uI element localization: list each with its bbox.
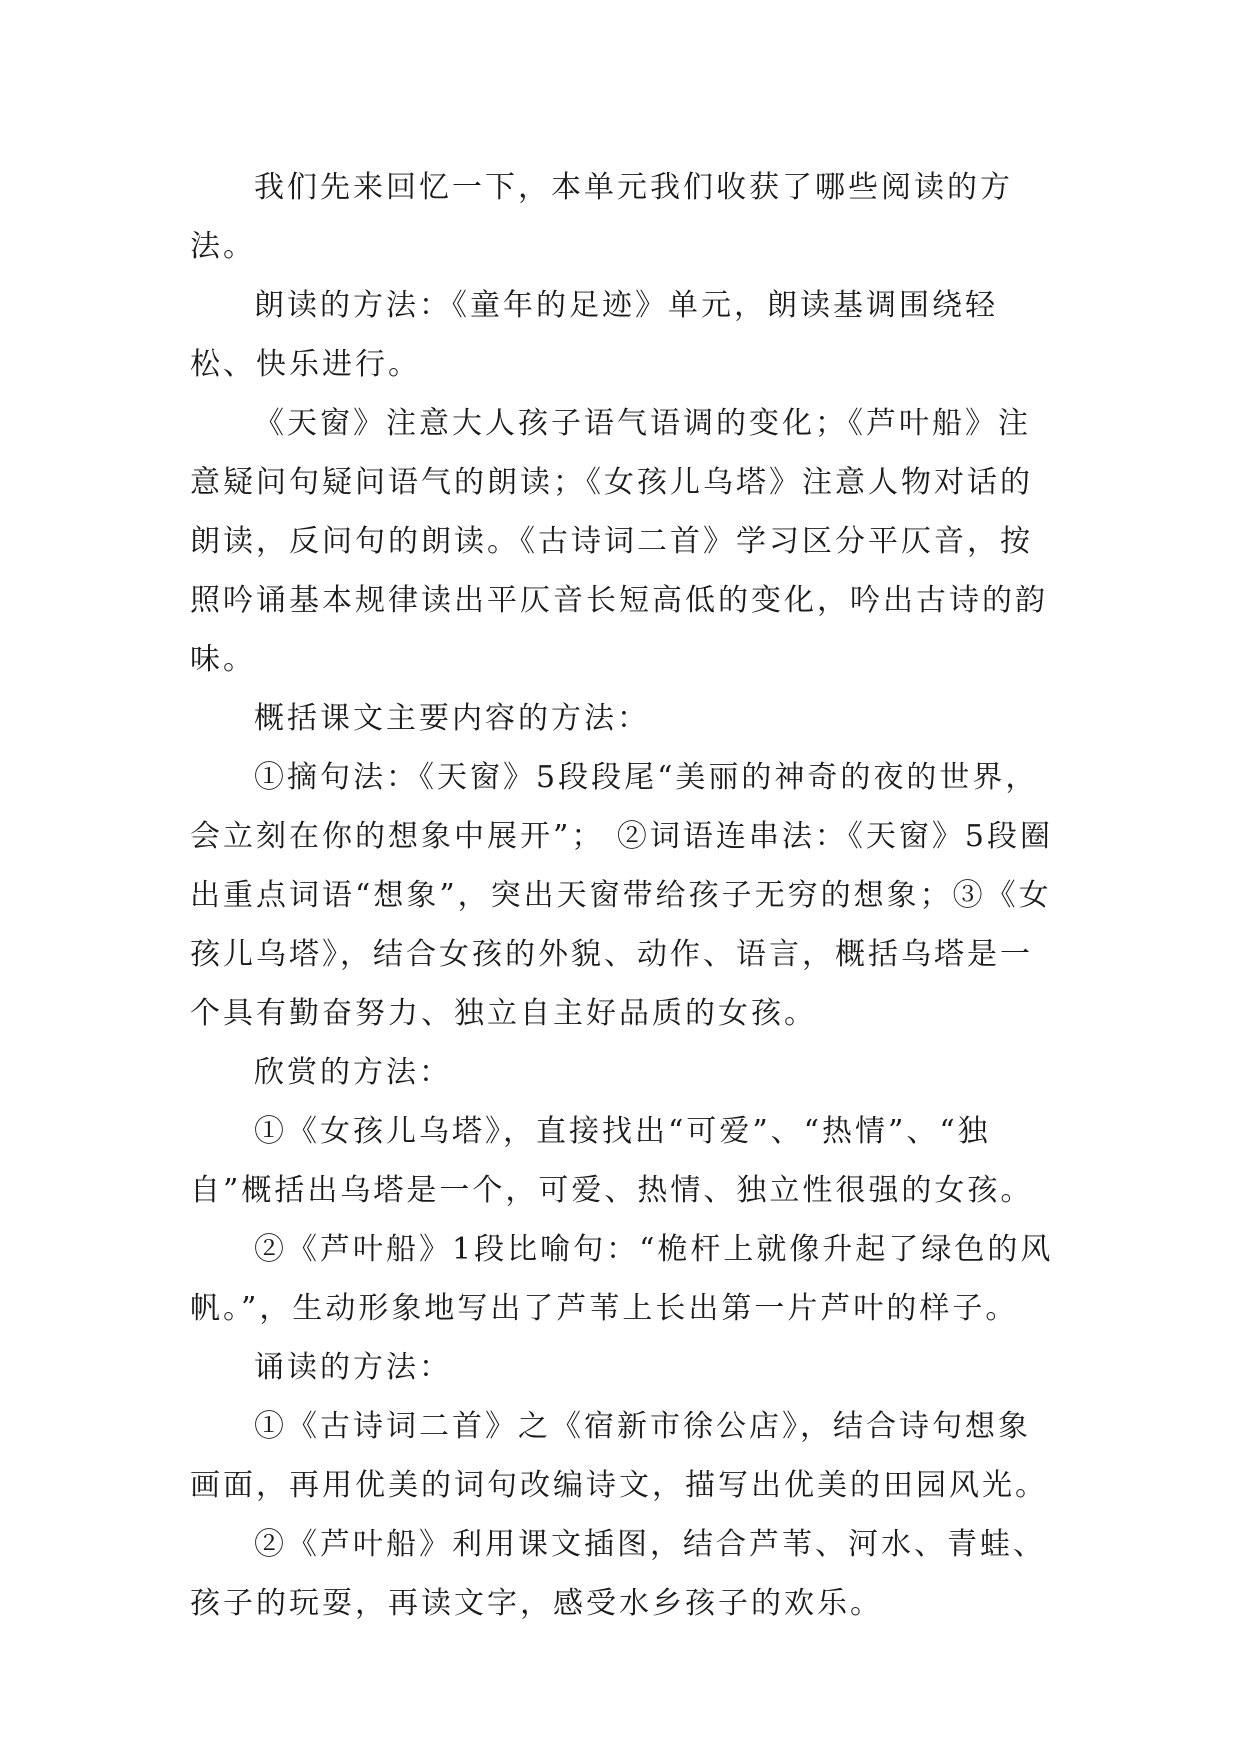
document-body <box>190 158 1060 1633</box>
paragraph-appreciation-heading: 欣赏的方法： <box>254 1055 452 1090</box>
paragraph-intro: 我们先来回忆一下，本单元我们收获了哪些阅读的方法。 <box>190 170 1013 264</box>
paragraph-appreciation-1: ①《女孩儿乌塔》，直接找出“可爱”、“热情”、“独自”概括出乌塔是一个，可爱、热情、独立性很强的女孩。 <box>190 1114 1034 1208</box>
paragraph-summary-heading: 概括课文主要内容的方法： <box>254 701 650 736</box>
paragraph-reading-details: 《天窗》注意大人孩子语气语调的变化；《芦叶船》注意疑问句疑问语气的朗读；《女孩儿乌塔》注意人物对话的朗读，反问句的朗读。《古诗词二首》学习区分平仄音，按照吟诵基本规律读出平仄音长短高低的变化，吟出古诗的韵味。 <box>190 406 1048 677</box>
paragraph-appreciation-2: ②《芦叶船》1段比喻句：“桅杆上就像升起了绿色的风帆。”，生动形象地写出了芦苇上长出第一片芦叶的样子。 <box>190 1232 1054 1326</box>
paragraph-recitation-2: ②《芦叶船》利用课文插图，结合芦苇、河水、青蛙、孩子的玩耍，再读文字，感受水乡孩子的欢乐。 <box>190 1527 1046 1621</box>
paragraph-summary-methods: ①摘句法：《天窗》5段段尾“美丽的神奇的夜的世界，会立刻在你的想象中展开”； ②词语连串法：《天窗》5段圈出重点词语“想象”，突出天窗带给孩子无穷的想象；③《女孩儿乌塔》，结合女孩的外貌、动作、语言，概括乌塔是一个具有勤奋努力、独立自主好品质的女孩。 <box>190 760 1053 1031</box>
paragraph-recitation-heading: 诵读的方法： <box>254 1350 452 1385</box>
paragraph-reading-method: 朗读的方法：《童年的足迹》单元，朗读基调围绕轻松、快乐进行。 <box>190 288 998 382</box>
paragraph-recitation-1: ①《古诗词二首》之《宿新市徐公店》，结合诗句想象画面，再用优美的词句改编诗文，描写出优美的田园风光。 <box>190 1409 1048 1503</box>
